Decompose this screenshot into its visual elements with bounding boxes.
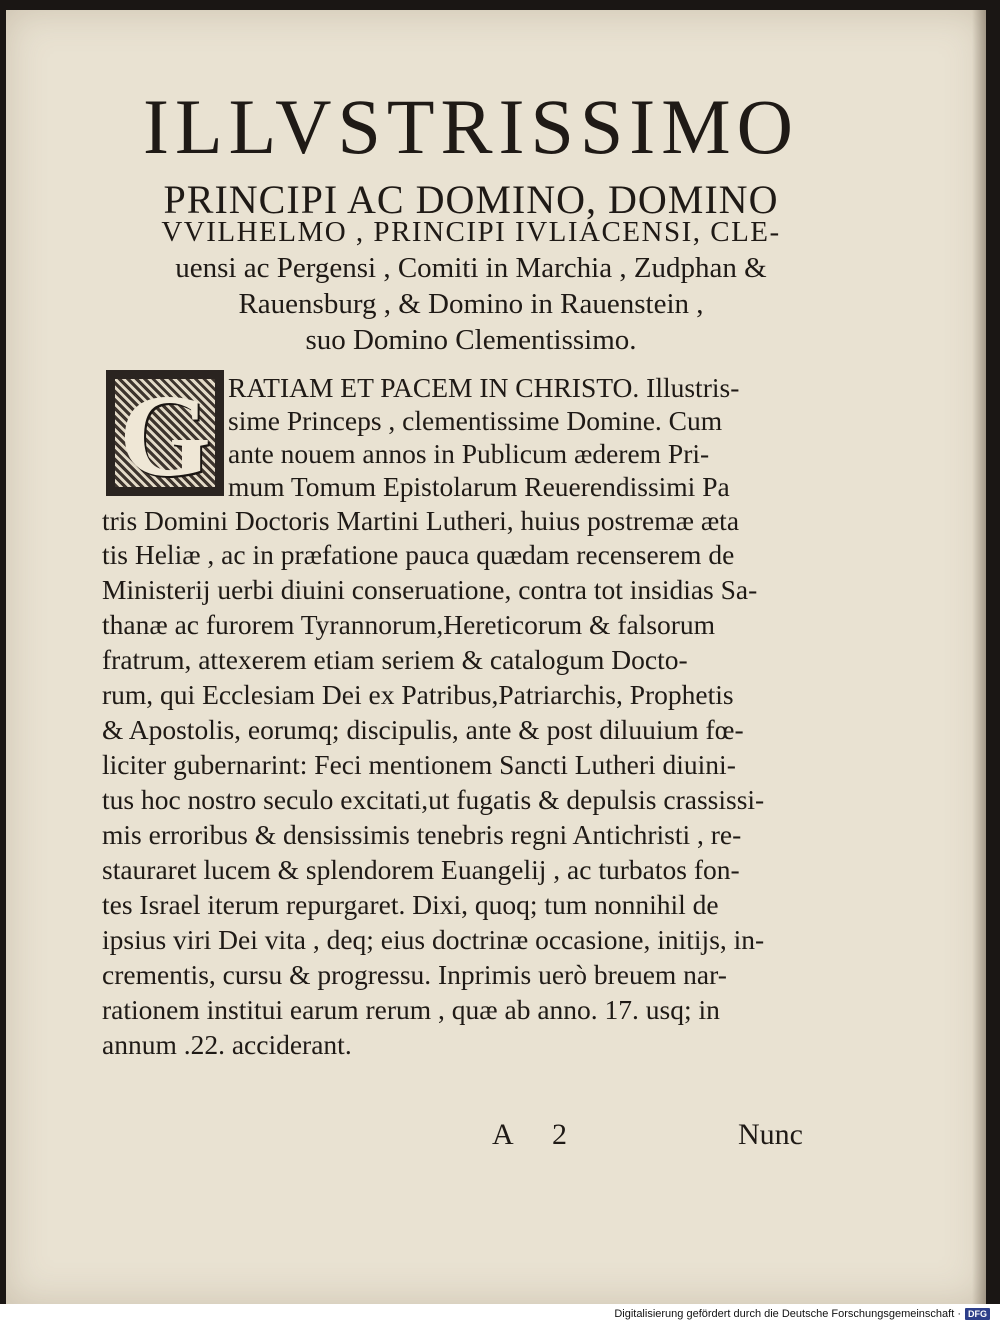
signature-mark: A — [492, 1118, 514, 1151]
body-line: crementis, cursu & progressu. Inprimis uerò breuem nar- — [102, 959, 727, 990]
body-line: tris Domini Doctoris Martini Lutheri, huius postremæ æta — [102, 505, 740, 536]
body-line: tes Israel iterum repurgaret. Dixi, quoq; tum nonnihil de — [102, 889, 719, 920]
dfg-logo: DFG — [965, 1308, 990, 1320]
funding-credit — [614, 1308, 990, 1320]
body-line: rationem institui earum rerum , quæ ab anno. 17. usq; in — [102, 994, 720, 1025]
body-line: RATIAM ET PACEM IN CHRISTO. Illustris- — [228, 372, 740, 403]
body-line: liciter gubernarint: Feci mentionem Sancti Lutheri diuini- — [102, 749, 736, 780]
body-line: stauraret lucem & splendorem Euangelij , ac turbatos fon- — [102, 854, 740, 885]
body-line: tus hoc nostro seculo excitati,ut fugatis & depulsis crassissi- — [102, 784, 765, 815]
decorated-initial — [106, 370, 224, 496]
body-line: tis Heliæ , ac in præfatione pauca quædam recenserem de — [102, 539, 735, 570]
initial-letter: G — [119, 370, 211, 496]
heading-line-1: ILLVSTRISSIMO — [143, 83, 799, 170]
body-line: sime Princeps , clementissime Domine. Cum — [228, 405, 723, 436]
heading-line-5: Rauensburg , & Domino in Rauenstein , — [238, 288, 704, 320]
body-line: mis erroribus & densissimis tenebris regni Antichristi , re- — [102, 819, 742, 850]
body-line: rum, qui Ecclesiam Dei ex Patribus,Patriarchis, Prophetis — [102, 679, 734, 710]
body-line: ipsius viri Dei vita , deq; eius doctrinæ occasione, initijs, in- — [102, 924, 765, 955]
body-line: Ministerij uerbi diuini conseruatione, contra tot insidias Sa- — [102, 574, 758, 605]
heading-line-6: suo Domino Clementissimo. — [305, 324, 637, 356]
book-page — [6, 10, 986, 1304]
body-line: annum .22. acciderant. — [102, 1029, 352, 1060]
heading-line-4: uensi ac Pergensi , Comiti in Marchia , Zudphan & — [175, 252, 767, 284]
catchword: Nunc — [738, 1118, 803, 1151]
credit-text: Digitalisierung gefördert durch die Deutsche Forschungsgemeinschaft · — [614, 1308, 961, 1320]
body-line: thanæ ac furorem Tyrannorum,Hereticorum & falsorum — [102, 609, 716, 640]
heading-line-3: VVILHELMO , PRINCIPI IVLIACENSI, CLE- — [161, 216, 781, 248]
body-line: ante nouem annos in Publicum æderem Pri- — [228, 438, 710, 469]
body-line: mum Tomum Epistolarum Reuerendissimi Pa — [228, 471, 730, 502]
signature-number: 2 — [552, 1118, 567, 1151]
heading-line-2: PRINCIPI AC DOMINO, DOMINO — [163, 177, 779, 222]
body-line: & Apostolis, eorumq; discipulis, ante & post diluuium fœ- — [102, 714, 744, 745]
body-line: fratrum, attexerem etiam seriem & catalogum Docto- — [102, 644, 688, 675]
